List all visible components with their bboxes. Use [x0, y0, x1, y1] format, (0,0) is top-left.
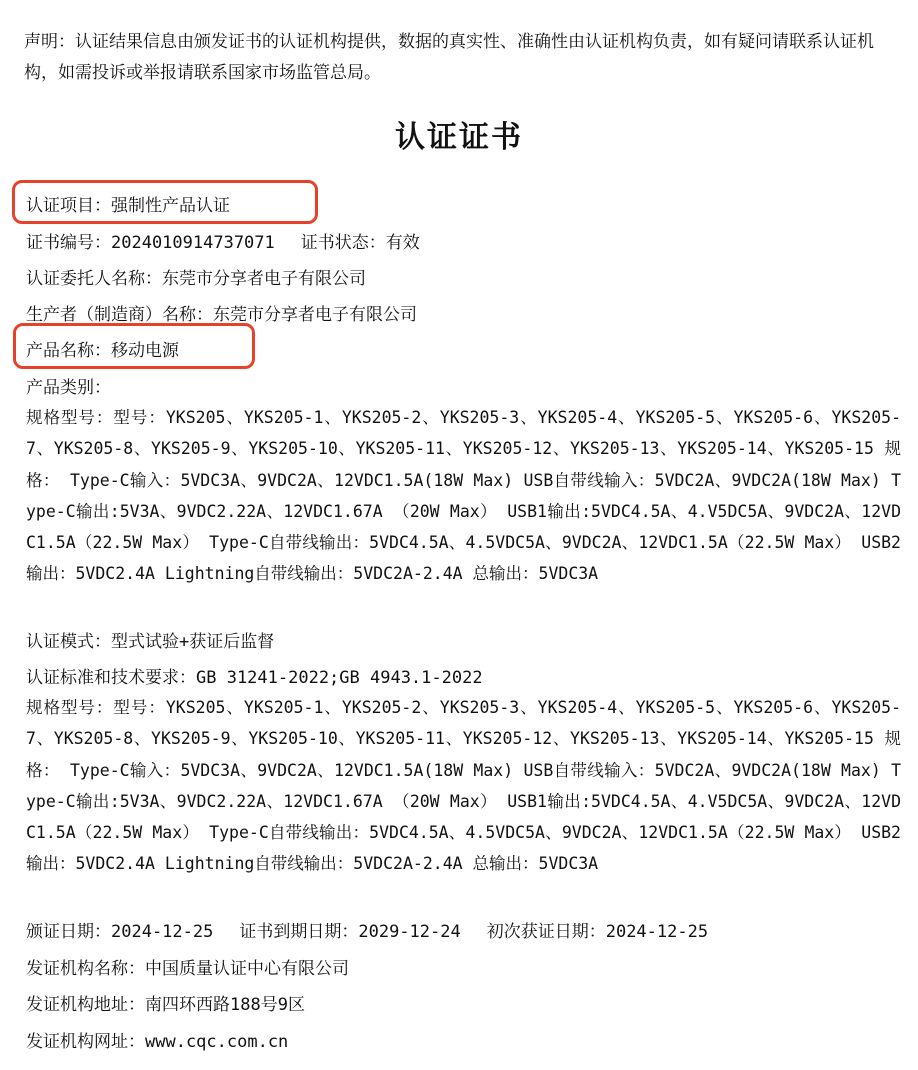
- spec-1-label: 规格型号：: [26, 408, 114, 427]
- disclaimer-text: 声明：认证结果信息由颁发证书的认证机构提供，数据的真实性、准确性由认证机构负责，如有疑问请联系认证机构，如需投诉或举报请联系国家市场监管总局。: [24, 32, 874, 83]
- spec-1-value: 型号：YKS205、YKS205-1、YKS205-2、YKS205-3、YKS205-4、YKS205-5、YKS205-6、YKS205-7、YKS205-8、YKS205-9、YKS205-10、YKS205-11、YKS205-12、YKS205-13、YKS205-14、YKS205-15 规格： Type-C输入：5VDC3A、9VDC2A、12VDC1.5A(18W Max) USB自带线输入：5VDC2A、9VDC2A(18W Max) Type-C输出:5V3A、9VDC2.22A、12VDC1.67A （20W Max） USB1输出:5VDC4.5A、4.V5DC5A、9VDC2A、12VDC1.5A（22.5W Max） Type-C自带线输出：5VDC4.5A、4.5VDC5A、9VDC2A、12VDC1.5A（22.5W Max） USB2输出：5VDC2.4A Lightning自带线输出：5VDC2A-2.4A 总输出：5VDC3A: [26, 408, 902, 584]
- cert-number-label: 证书编号：: [26, 233, 111, 253]
- cert-mode-label: 认证模式：: [26, 632, 111, 652]
- manufacturer-value: 东莞市分享者电子有限公司: [213, 305, 417, 325]
- issuer-name-label: 发证机构名称：: [26, 959, 145, 979]
- cert-number-value: 2024010914737071: [111, 233, 275, 253]
- spec-block-1: [26, 402, 901, 590]
- issuer-name-value: 中国质量认证中心有限公司: [145, 959, 349, 979]
- issuer-address-value: 南四环西路188号9区: [145, 995, 305, 1015]
- product-name-label: 产品名称：: [26, 341, 111, 361]
- cert-item-row: [26, 191, 906, 216]
- client-row: [26, 264, 906, 289]
- issuer-website-link[interactable]: www.cqc.com.cn: [145, 1032, 289, 1052]
- cert-mode-row: [26, 627, 906, 652]
- first-date-value: 2024-12-25: [605, 922, 709, 942]
- standards-value: GB 31241-2022;GB 4943.1-2022: [196, 668, 483, 688]
- client-value: 东莞市分享者电子有限公司: [162, 269, 366, 289]
- product-category-label: 产品类别：: [26, 378, 111, 398]
- issuer-website-label: 发证机构网址：: [26, 1032, 145, 1052]
- issuer-name-row: [26, 954, 906, 979]
- spec-2-value: 型号：YKS205、YKS205-1、YKS205-2、YKS205-3、YKS205-4、YKS205-5、YKS205-6、YKS205-7、YKS205-8、YKS205-9、YKS205-10、YKS205-11、YKS205-12、YKS205-13、YKS205-14、YKS205-15 规格： Type-C输入：5VDC3A、9VDC2A、12VDC1.5A(18W Max) USB自带线输入：5VDC2A、9VDC2A(18W Max) Type-C输出:5V3A、9VDC2.22A、12VDC1.67A （20W Max） USB1输出:5VDC4.5A、4.V5DC5A、9VDC2A、12VDC1.5A（22.5W Max） Type-C自带线输出：5VDC4.5A、4.5VDC5A、9VDC2A、12VDC1.5A（22.5W Max） USB2输出：5VDC2.4A Lightning自带线输出：5VDC2A-2.4A 总输出：5VDC3A: [26, 698, 902, 874]
- cert-status-value: 有效: [385, 233, 420, 253]
- cert-status-label: 证书状态：: [300, 233, 386, 253]
- expiry-date-label: 证书到期日期：: [239, 922, 359, 942]
- cert-number-row: [26, 228, 906, 253]
- first-date-label: 初次获证日期：: [486, 922, 606, 942]
- issue-date-value: 2024-12-25: [111, 922, 214, 942]
- standards-row: [26, 663, 906, 688]
- manufacturer-label: 生产者（制造商）名称：: [26, 305, 213, 325]
- issuer-address-row: [26, 990, 906, 1015]
- expiry-date-value: 2029-12-24: [358, 922, 461, 942]
- issue-date-label: 颁证日期：: [26, 922, 111, 942]
- product-name-value: 移动电源: [111, 341, 179, 361]
- cert-item-label: 认证项目：: [26, 196, 111, 216]
- dates-row: [26, 917, 906, 942]
- spec-2-label: 规格型号：: [26, 698, 114, 717]
- spec-block-2: [26, 692, 901, 880]
- page-title: 认证证书: [395, 120, 523, 155]
- standards-label: 认证标准和技术要求：: [26, 668, 196, 688]
- cert-item-value: 强制性产品认证: [111, 196, 230, 216]
- product-category-row: [26, 373, 906, 398]
- cert-mode-value: 型式试验+获证后监督: [111, 632, 275, 652]
- issuer-website-row: [26, 1027, 906, 1052]
- issuer-address-label: 发证机构地址：: [26, 995, 145, 1015]
- client-label: 认证委托人名称：: [26, 269, 162, 289]
- product-name-row: [26, 336, 906, 361]
- manufacturer-row: [26, 300, 906, 325]
